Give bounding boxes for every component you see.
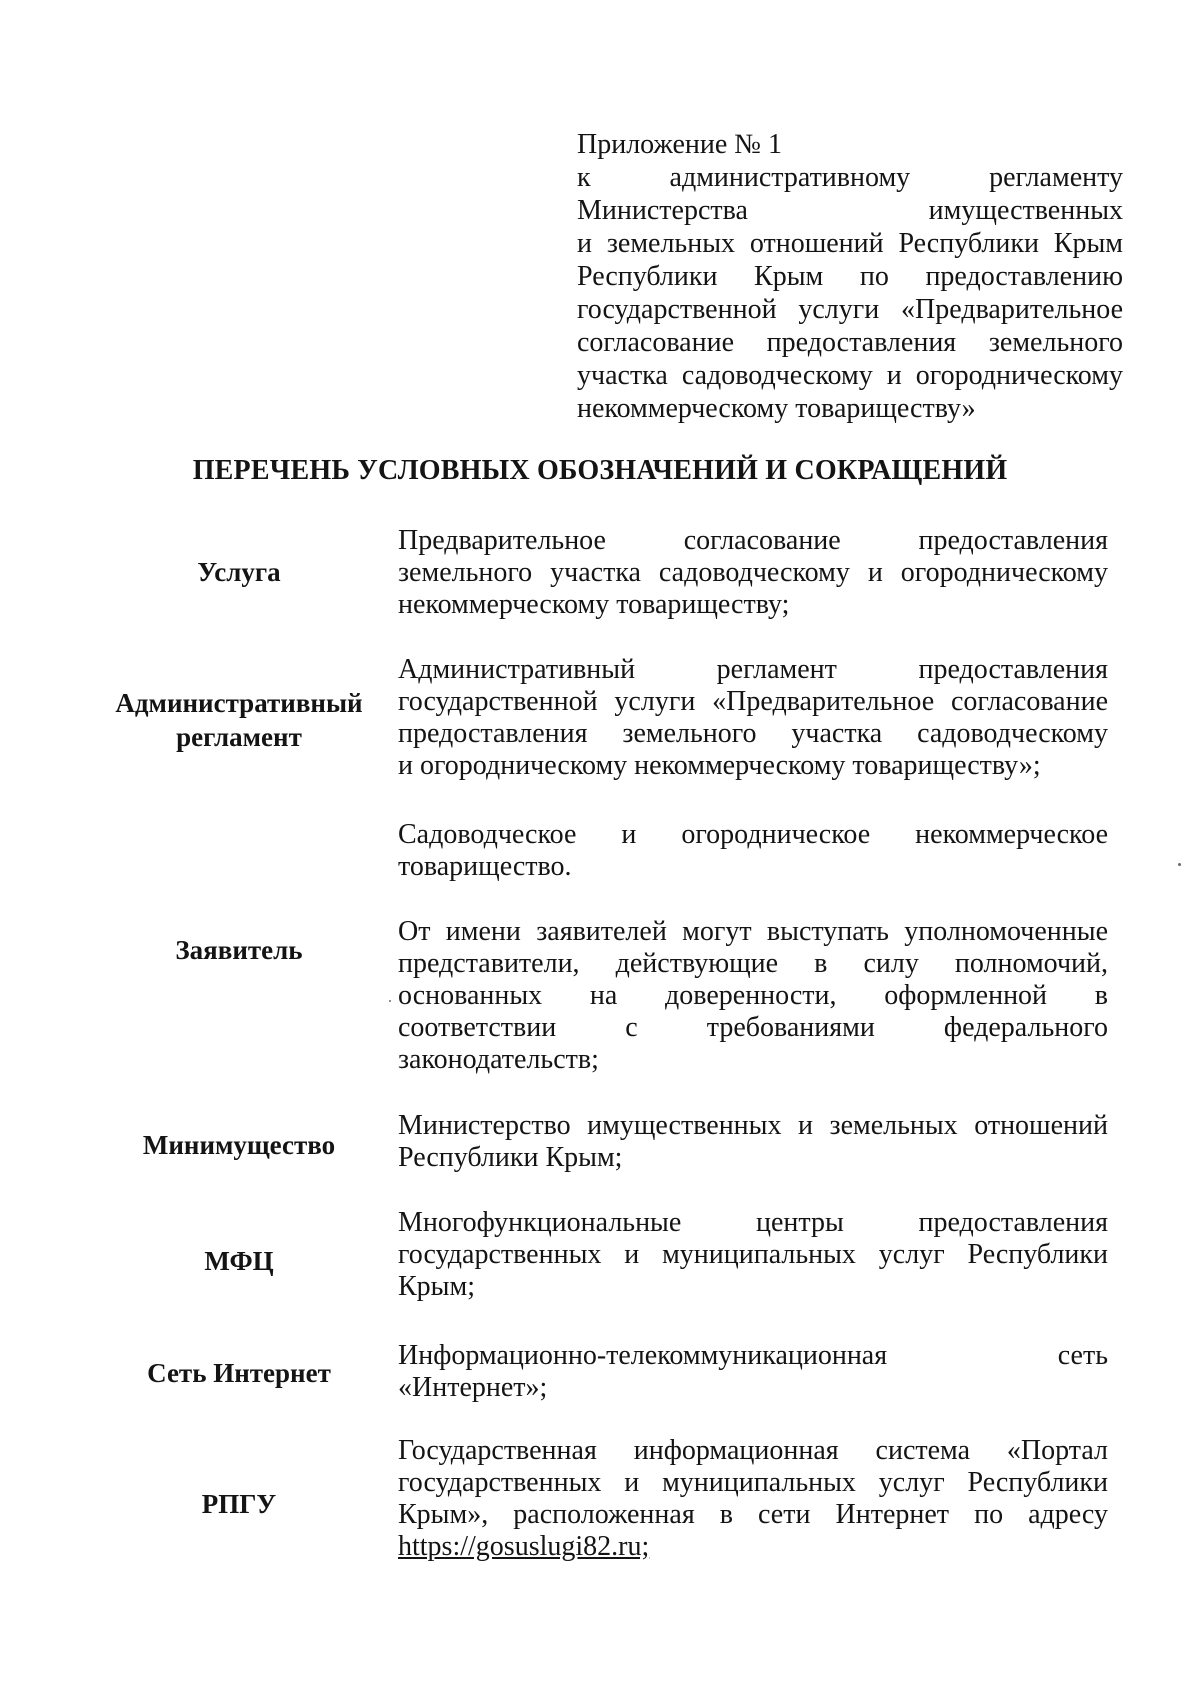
definition-line: некоммерческому товариществу; bbox=[398, 589, 790, 620]
term-admin-reglament bbox=[96, 686, 382, 754]
definition-set-internet bbox=[398, 1340, 1108, 1404]
portal-link[interactable]: https://gosuslugi82.ru; bbox=[398, 1531, 650, 1562]
definition-line: Республики Крым; bbox=[398, 1142, 623, 1173]
definition-line: предоставления земельного участка садоводческому bbox=[398, 718, 1108, 749]
term-line: Административный bbox=[115, 688, 363, 718]
term-rpgu: РПГУ bbox=[201, 1489, 277, 1519]
definition-line: и огородническому некоммерческому товариществу»; bbox=[398, 750, 1041, 781]
term-minimushchestvo: Минимущество bbox=[142, 1130, 336, 1160]
annex-line: некоммерческому товариществу» bbox=[577, 393, 976, 424]
definition-line: Многофункциональные центры предоставления bbox=[398, 1207, 1108, 1238]
definition-line: Садоводческое и огородническое некоммерческое bbox=[398, 819, 1108, 850]
annex-line: участка садоводческому и огородническому bbox=[577, 360, 1123, 391]
annex-line: и земельных отношений Республики Крым bbox=[577, 228, 1123, 259]
annex-header bbox=[577, 128, 1123, 425]
definition-line: Административный регламент предоставления bbox=[398, 654, 1108, 685]
definition-sadovodcheskoe bbox=[398, 819, 1108, 883]
definition-line: Предварительное согласование предоставления bbox=[398, 525, 1108, 556]
definition-line: Информационно-телекоммуникационная сеть bbox=[398, 1340, 1108, 1371]
term-usluga: Услуга bbox=[197, 557, 281, 587]
definition-line: государственной услуги «Предварительное согласование bbox=[398, 686, 1108, 717]
annex-line: государственной услуги «Предварительное bbox=[577, 294, 1123, 325]
definition-usluga bbox=[398, 525, 1108, 621]
definition-rpgu bbox=[398, 1435, 1108, 1563]
definition-admin-reglament bbox=[398, 654, 1108, 782]
definition-line: Крым; bbox=[398, 1271, 475, 1302]
term-line: регламент bbox=[176, 722, 302, 752]
definition-mfc bbox=[398, 1207, 1108, 1303]
definition-line: Министерство имущественных и земельных отношений bbox=[398, 1110, 1108, 1141]
definition-line: государственных и муниципальных услуг Республики bbox=[398, 1467, 1108, 1498]
definition-line: Крым», расположенная в сети Интернет по адресу bbox=[398, 1499, 1108, 1530]
annex-line: Министерства имущественных bbox=[577, 195, 1123, 226]
definition-line: законодательств; bbox=[398, 1044, 599, 1075]
definition-minimushchestvo bbox=[398, 1110, 1108, 1174]
definition-line: земельного участка садоводческому и огородническому bbox=[398, 557, 1108, 588]
term-set-internet: Сеть Интернет bbox=[147, 1358, 331, 1388]
definition-line: От имени заявителей могут выступать уполномоченные bbox=[398, 916, 1108, 947]
definition-line: «Интернет»; bbox=[398, 1372, 548, 1403]
definition-line: представители, действующие в силу полномочий, bbox=[398, 948, 1108, 979]
annex-line: Приложение № 1 bbox=[577, 129, 782, 160]
scan-speck bbox=[1178, 863, 1181, 866]
annex-line: Республики Крым по предоставлению bbox=[577, 261, 1123, 292]
definition-line: государственных и муниципальных услуг Республики bbox=[398, 1239, 1108, 1270]
definition-line: Государственная информационная система «Портал bbox=[398, 1435, 1108, 1466]
term-mfc: МФЦ bbox=[204, 1246, 274, 1276]
definition-line: товарищество. bbox=[398, 851, 572, 882]
annex-line: к административному регламенту bbox=[577, 162, 1123, 193]
definition-zayavitel bbox=[398, 916, 1108, 1076]
term-zayavitel: Заявитель bbox=[175, 935, 303, 965]
definition-line: основанных на доверенности, оформленной в bbox=[398, 980, 1108, 1011]
scan-speck bbox=[389, 1000, 391, 1002]
definition-line: соответствии с требованиями федерального bbox=[398, 1012, 1108, 1043]
document-title: ПЕРЕЧЕНЬ УСЛОВНЫХ ОБОЗНАЧЕНИЙ И СОКРАЩЕНИЙ bbox=[192, 455, 1008, 486]
annex-line: согласование предоставления земельного bbox=[577, 327, 1123, 358]
